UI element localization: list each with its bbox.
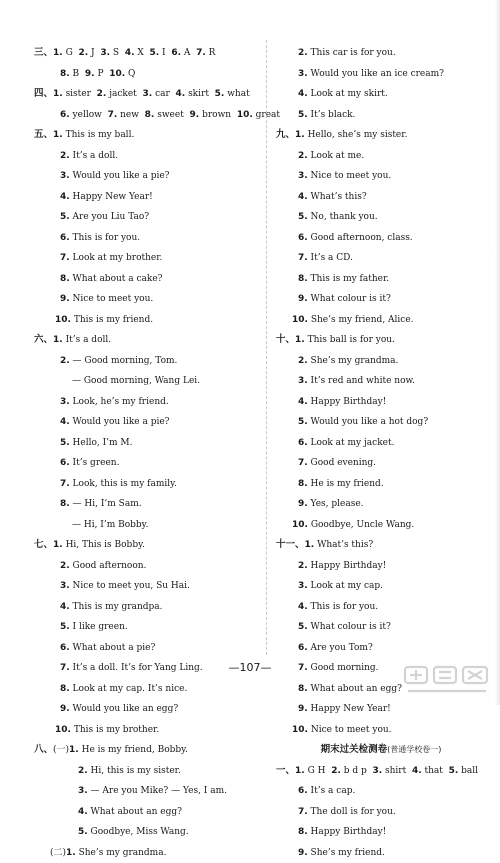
answer-line: 5. Hello, I’m M. bbox=[34, 433, 256, 454]
answer-line: 4. What’s this? bbox=[276, 187, 486, 208]
answer-line: 6. Good afternoon, class. bbox=[276, 228, 486, 249]
answer-line: 4. Look at my skirt. bbox=[276, 84, 486, 105]
answer-line: 八、(一)1. He is my friend, Bobby. bbox=[34, 740, 256, 761]
answer-line: 七、1. Hi, This is Bobby. bbox=[34, 535, 256, 556]
section-heading bbox=[276, 740, 486, 761]
answer-line: 5. It’s black. bbox=[276, 105, 486, 126]
answer-line: 2. It’s a doll. bbox=[34, 146, 256, 167]
answer-line: 8. — Hi, I’m Sam. bbox=[34, 494, 256, 515]
answer-line: 2. Look at me. bbox=[276, 146, 486, 167]
answer-line: 10. She’s my friend, Alice. bbox=[276, 310, 486, 331]
answer-line: 五、1. This is my ball. bbox=[34, 125, 256, 146]
right-answer-column bbox=[276, 43, 486, 863]
answer-line: 10. This is my friend. bbox=[34, 310, 256, 331]
answer-line: 9. Nice to meet you. bbox=[34, 289, 256, 310]
answer-line: 7. It’s a CD. bbox=[276, 248, 486, 269]
answer-line: 一、1. G H 2. b d p 3. shirt 4. that 5. ball bbox=[276, 761, 486, 782]
answer-line: 四、1. sister 2. jacket 3. car 4. skirt 5. what bbox=[34, 84, 256, 105]
answer-line: 5. Would you like a hot dog? bbox=[276, 412, 486, 433]
answer-line: 3. Nice to meet you, Su Hai. bbox=[34, 576, 256, 597]
answer-line: 4. Would you like a pie? bbox=[34, 412, 256, 433]
answer-line: 2. — Good morning, Tom. bbox=[34, 351, 256, 372]
answer-line: 8. He is my friend. bbox=[276, 474, 486, 495]
answer-line: 3. Would you like a pie? bbox=[34, 166, 256, 187]
answer-line: 2. Happy Birthday! bbox=[276, 556, 486, 577]
answer-line: 六、1. It’s a doll. bbox=[34, 330, 256, 351]
answer-line: 7. Look, this is my family. bbox=[34, 474, 256, 495]
answer-line: 9. She’s my friend. bbox=[276, 843, 486, 863]
answer-line: 3. Would you like an ice cream? bbox=[276, 64, 486, 85]
answer-line: 6. Are you Tom? bbox=[276, 638, 486, 659]
answer-line: 10. This is my brother. bbox=[34, 720, 256, 741]
answer-line: 5. Goodbye, Miss Wang. bbox=[34, 822, 256, 843]
answer-line: 8. B 9. P 10. Q bbox=[34, 64, 256, 85]
answer-line: 6. It’s a cap. bbox=[276, 781, 486, 802]
answer-site-watermark-icon bbox=[402, 663, 492, 697]
page-number: —107— bbox=[0, 661, 500, 674]
answer-line: 7. It’s a doll. It’s for Yang Ling. bbox=[34, 658, 256, 679]
answer-line: (二)1. She’s my grandma. bbox=[34, 843, 256, 863]
answer-line: 2. Hi, this is my sister. bbox=[34, 761, 256, 782]
answer-line: 4. Happy Birthday! bbox=[276, 392, 486, 413]
answer-line: 9. Yes, please. bbox=[276, 494, 486, 515]
answer-line: 10. Nice to meet you. bbox=[276, 720, 486, 741]
answer-line: 3. Look, he’s my friend. bbox=[34, 392, 256, 413]
answer-line: 十一、1. What’s this? bbox=[276, 535, 486, 556]
answer-line: 3. Nice to meet you. bbox=[276, 166, 486, 187]
answer-line: 6. This is for you. bbox=[34, 228, 256, 249]
answer-line: 3. — Are you Mike? — Yes, I am. bbox=[34, 781, 256, 802]
answer-line: 4. This is for you. bbox=[276, 597, 486, 618]
section-heading-subtitle: (普通学校卷一) bbox=[387, 745, 441, 754]
answer-line: 5. What colour is it? bbox=[276, 617, 486, 638]
answer-line: 2. She’s my grandma. bbox=[276, 351, 486, 372]
answer-line: 8. What about a cake? bbox=[34, 269, 256, 290]
answer-line: 十、1. This ball is for you. bbox=[276, 330, 486, 351]
answer-line: 5. No, thank you. bbox=[276, 207, 486, 228]
answer-line: 三、1. G 2. J 3. S 4. X 5. I 6. A 7. R bbox=[34, 43, 256, 64]
answer-line: 九、1. Hello, she’s my sister. bbox=[276, 125, 486, 146]
answer-line: 7. Good evening. bbox=[276, 453, 486, 474]
answer-line: 8. Happy Birthday! bbox=[276, 822, 486, 843]
answer-line: 8. This is my father. bbox=[276, 269, 486, 290]
section-heading-title: 期末过关检测卷 bbox=[321, 744, 388, 755]
answer-line: 8. Look at my cap. It’s nice. bbox=[34, 679, 256, 700]
answer-line: 7. Look at my brother. bbox=[34, 248, 256, 269]
answer-line: 4. Happy New Year! bbox=[34, 187, 256, 208]
answer-line: 6. yellow 7. new 8. sweet 9. brown 10. great bbox=[34, 105, 256, 126]
answer-line: 7. Good morning. bbox=[276, 658, 486, 679]
answer-line: 9. Would you like an egg? bbox=[34, 699, 256, 720]
answer-line: 7. The doll is for you. bbox=[276, 802, 486, 823]
answer-line: 3. It’s red and white now. bbox=[276, 371, 486, 392]
page-edge-shadow bbox=[495, 0, 500, 705]
left-answer-column bbox=[34, 43, 256, 863]
column-divider bbox=[266, 40, 267, 655]
answer-line: 5. Are you Liu Tao? bbox=[34, 207, 256, 228]
answer-line: — Hi, I’m Bobby. bbox=[34, 515, 256, 536]
answer-line: 3. Look at my cap. bbox=[276, 576, 486, 597]
answer-line: 2. Good afternoon. bbox=[34, 556, 256, 577]
answer-line: 4. What about an egg? bbox=[34, 802, 256, 823]
answer-line: — Good morning, Wang Lei. bbox=[34, 371, 256, 392]
answer-line: 6. It’s green. bbox=[34, 453, 256, 474]
answer-line: 5. I like green. bbox=[34, 617, 256, 638]
answer-line: 9. Happy New Year! bbox=[276, 699, 486, 720]
answer-line: 8. What about an egg? bbox=[276, 679, 486, 700]
answer-line: 10. Goodbye, Uncle Wang. bbox=[276, 515, 486, 536]
answer-line: 4. This is my grandpa. bbox=[34, 597, 256, 618]
answer-line: 2. This car is for you. bbox=[276, 43, 486, 64]
answer-line: 6. What about a pie? bbox=[34, 638, 256, 659]
answer-line: 9. What colour is it? bbox=[276, 289, 486, 310]
answer-line: 6. Look at my jacket. bbox=[276, 433, 486, 454]
